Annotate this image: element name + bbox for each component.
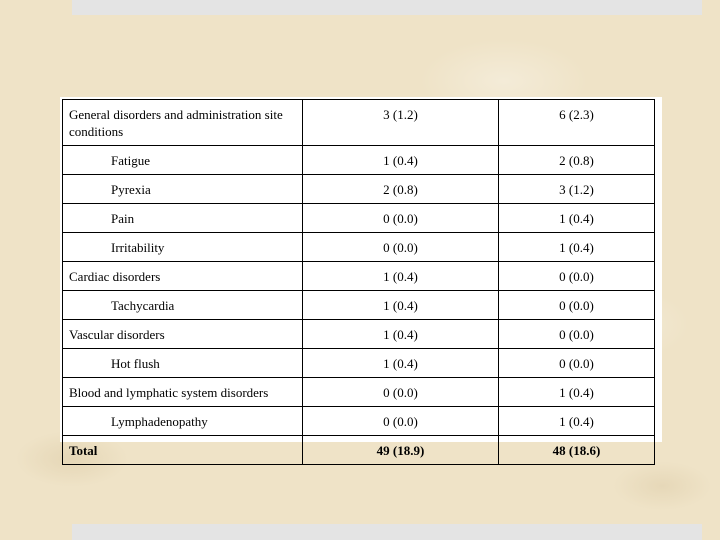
group1-value: 1 (0.4) xyxy=(303,320,499,349)
row-label: Pain xyxy=(63,204,303,233)
table-row xyxy=(63,233,655,262)
group1-value: 1 (0.4) xyxy=(303,262,499,291)
group2-value: 0 (0.0) xyxy=(499,291,655,320)
top-band xyxy=(72,0,702,15)
group2-value: 6 (2.3) xyxy=(499,100,655,146)
group1-value: 3 (1.2) xyxy=(303,100,499,146)
row-label: Cardiac disorders xyxy=(63,262,303,291)
group1-value: 2 (0.8) xyxy=(303,175,499,204)
table-row xyxy=(63,262,655,291)
table-row xyxy=(63,146,655,175)
row-label: Irritability xyxy=(63,233,303,262)
row-label: Lymphadenopathy xyxy=(63,407,303,436)
group1-value: 1 (0.4) xyxy=(303,291,499,320)
group2-total: 48 (18.6) xyxy=(499,436,655,465)
adverse-events-table xyxy=(62,99,655,465)
group2-value: 1 (0.4) xyxy=(499,378,655,407)
group2-value: 0 (0.0) xyxy=(499,349,655,378)
group2-value: 0 (0.0) xyxy=(499,262,655,291)
row-label: Blood and lymphatic system disorders xyxy=(63,378,303,407)
table-row xyxy=(63,407,655,436)
table-row xyxy=(63,349,655,378)
table-row xyxy=(63,291,655,320)
row-label: Vascular disorders xyxy=(63,320,303,349)
group2-value: 0 (0.0) xyxy=(499,320,655,349)
group2-value: 3 (1.2) xyxy=(499,175,655,204)
group2-value: 1 (0.4) xyxy=(499,233,655,262)
row-label: General disorders and administration site conditions xyxy=(63,100,303,146)
group1-value: 1 (0.4) xyxy=(303,146,499,175)
table-row xyxy=(63,204,655,233)
group1-value: 0 (0.0) xyxy=(303,378,499,407)
table-row xyxy=(63,378,655,407)
group2-value: 2 (0.8) xyxy=(499,146,655,175)
row-label: Tachycardia xyxy=(63,291,303,320)
group1-value: 1 (0.4) xyxy=(303,349,499,378)
group2-value: 1 (0.4) xyxy=(499,407,655,436)
adverse-events-table-panel xyxy=(60,97,662,458)
total-row xyxy=(63,436,655,465)
group1-value: 0 (0.0) xyxy=(303,204,499,233)
bottom-band xyxy=(72,524,702,540)
total-label: Total xyxy=(63,436,303,465)
group1-total: 49 (18.9) xyxy=(303,436,499,465)
table-row xyxy=(63,175,655,204)
table-row xyxy=(63,100,655,146)
table-body xyxy=(63,100,655,465)
group1-value: 0 (0.0) xyxy=(303,233,499,262)
table-row xyxy=(63,320,655,349)
group2-value: 1 (0.4) xyxy=(499,204,655,233)
row-label: Hot flush xyxy=(63,349,303,378)
row-label: Fatigue xyxy=(63,146,303,175)
group1-value: 0 (0.0) xyxy=(303,407,499,436)
row-label: Pyrexia xyxy=(63,175,303,204)
